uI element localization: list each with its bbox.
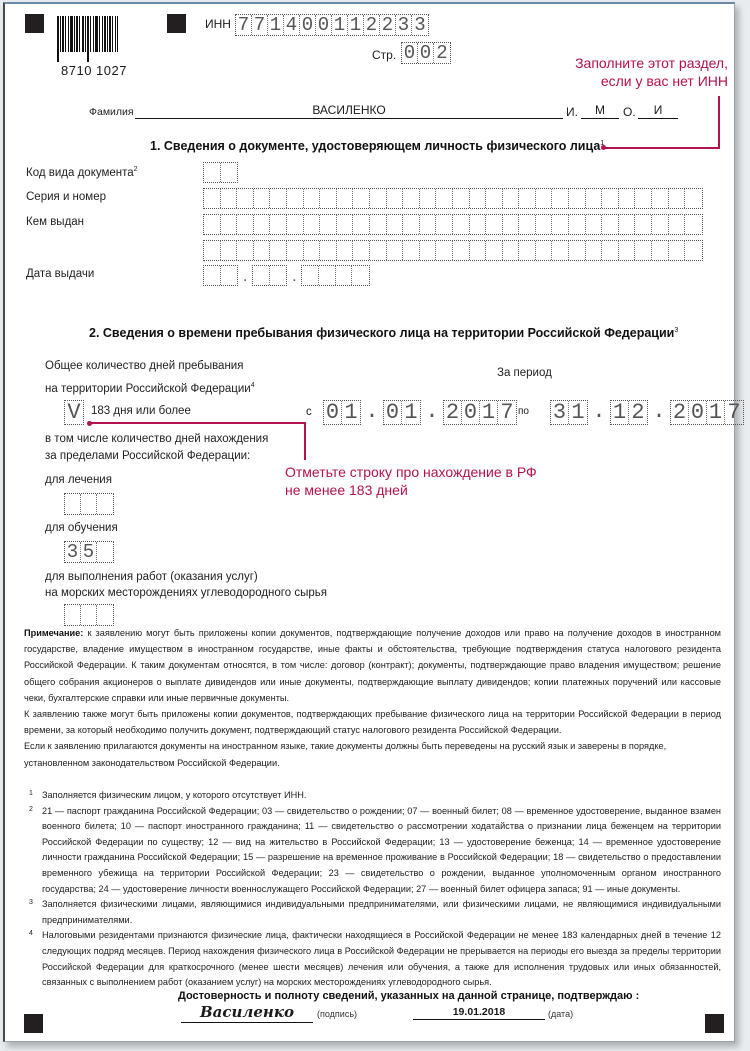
empty-cell (669, 215, 686, 234)
digit-cell (81, 494, 97, 514)
footnote-text: Заполняется физическими лицами, являющимися индивидуальными предпринимателями, или физическими лицами, не являющимися индивидуальными предпринимателями. (42, 899, 721, 925)
tax-form-page (3, 2, 741, 1042)
footnote-number: 2 (29, 805, 33, 813)
empty-cell (270, 215, 287, 234)
footnote-item (29, 928, 721, 990)
empty-cell (420, 215, 437, 234)
total-days-label: Общее количество дней пребывания на территории Российской Федерации$^4$ (45, 360, 255, 395)
outside-days-label: в том числе количество дней нахождения за пределами Российской Федерации: (45, 433, 269, 462)
digit-cell: 0 (402, 43, 418, 63)
section1-title: 1. Сведения о документе, удостоверяющем личность физического лица$^1$ (150, 139, 605, 153)
empty-cell (287, 241, 304, 260)
annotation2-connector-horizontal (89, 422, 306, 424)
barcode-bars (57, 16, 157, 52)
empty-cell (270, 189, 287, 208)
digit-cell: 0 (418, 43, 434, 63)
empty-cell (453, 189, 470, 208)
empty-cell (221, 215, 238, 234)
digit-cell (97, 542, 113, 562)
empty-cell (370, 241, 387, 260)
digit-cell: 1 (344, 400, 358, 425)
signature-field[interactable]: Василенко (181, 1003, 313, 1023)
footnote-number: 4 (29, 930, 33, 938)
empty-cell (204, 215, 221, 234)
empty-cell (353, 241, 370, 260)
empty-cell (652, 215, 669, 234)
empty-cell (652, 189, 669, 208)
empty-cell (204, 266, 221, 285)
empty-cell (370, 215, 387, 234)
barcode (57, 16, 157, 78)
digit-cell: 2 (671, 401, 689, 424)
empty-cell (453, 215, 470, 234)
digit-cell: 1 (480, 401, 498, 424)
empty-cell (287, 189, 304, 208)
empty-cell (387, 189, 404, 208)
confirmation-title: Достоверность и полноту сведений, указанных на данной странице, подтверждаю : (178, 990, 640, 1002)
empty-cell (336, 266, 353, 285)
empty-cell (602, 189, 619, 208)
from-label: с (306, 406, 312, 418)
empty-cell (254, 215, 271, 234)
to-label: по (518, 406, 529, 417)
empty-cell (221, 163, 238, 182)
treatment-days-field[interactable] (64, 493, 114, 519)
empty-cell (586, 215, 603, 234)
empty-cell (470, 189, 487, 208)
empty-cell (237, 189, 254, 208)
empty-cell (253, 266, 270, 285)
empty-cell (221, 266, 238, 285)
issued-by-label: Кем выдан (26, 216, 85, 228)
empty-cell (436, 215, 453, 234)
annotation-183-days-line2: не менее 183 дней (285, 482, 408, 498)
period-label: За период (497, 367, 552, 379)
digit-cell: 3 (65, 542, 81, 562)
empty-cell (370, 189, 387, 208)
empty-cell (569, 241, 586, 260)
empty-cell (519, 215, 536, 234)
digit-cell: 4 (284, 15, 300, 35)
digit-cell: 3 (551, 401, 569, 424)
empty-cell (420, 241, 437, 260)
inn-field[interactable] (235, 14, 429, 36)
empty-cell (685, 189, 702, 208)
offshore-label: для выполнения работ (оказания услуг) на морских месторождениях углеводородного сырья (45, 571, 327, 599)
empty-cell (387, 215, 404, 234)
empty-cell (204, 189, 221, 208)
empty-cell (353, 189, 370, 208)
empty-cell (237, 215, 254, 234)
period-from-date-field[interactable]: 0 1 . 0 1 . 2 0 1 7 (323, 400, 517, 425)
empty-cell (254, 241, 271, 260)
empty-cell (436, 241, 453, 260)
footnote-text: 21 — паспорт гражданина Российской Федерации; 03 — свидетельство о рождении; 07 — военный билет; 08 — временное удостоверение, выданное взамен военного билета; 10 — паспорт иностранного гражданина; 11 — свидетельство о рассмотрении ходатайства о признании лица беженцем на территории Российской Федерации по существу; 12 — вид на жительство в Российской Федерации; 13 — удостоверение беженца; 14 — временное удостоверение личности гражданина Российской Федерации; 15 — разрешение на временное проживание в Российской Федерации; 18 — свидетельство о предоставлении временного убежища на территории Российской Федерации; 23 — свидетельство о рождении, выданное уполномоченным органом иностранного государства; 24 — удостоверение личности военнослужащего Российской Федерации; 27 — военный билет офицера запаса; 91 — иные документы. (42, 805, 721, 894)
empty-cell (586, 189, 603, 208)
empty-cell (685, 215, 702, 234)
date-field[interactable]: 19.01.2018 (413, 1005, 545, 1020)
name-initial-label: И. (566, 105, 578, 119)
empty-cell (221, 189, 238, 208)
empty-cell (436, 189, 453, 208)
patronymic-initial-field[interactable]: И (638, 103, 678, 119)
footnote-item (29, 897, 721, 928)
annotation-183-days (285, 463, 537, 499)
footnote-item (29, 788, 721, 804)
annotation2-connector-vertical (304, 422, 306, 460)
digit-cell: 1 (571, 400, 585, 425)
digit-cell (97, 605, 113, 625)
empty-cell (337, 241, 354, 260)
digit-cell (81, 605, 97, 625)
empty-cell (204, 241, 221, 260)
issue-date-label: Дата выдачи (26, 268, 95, 280)
empty-cell (552, 189, 569, 208)
empty-cell (320, 241, 337, 260)
digit-cell: 1 (707, 401, 725, 424)
series-number-label: Серия и номер (26, 191, 107, 203)
empty-cell (304, 241, 321, 260)
study-days-field[interactable] (64, 541, 114, 563)
digit-cell: 1 (348, 15, 364, 35)
series-number-field[interactable] (203, 188, 703, 213)
resident-183-checkbox[interactable]: V (64, 400, 84, 425)
empty-cell (470, 241, 487, 260)
empty-cell (619, 189, 636, 208)
digit-cell: 2 (444, 401, 462, 424)
alignment-marker-bottom-right (705, 1014, 724, 1033)
empty-cell (635, 189, 652, 208)
treatment-label: для лечения (45, 474, 112, 486)
issued-by-field-line2[interactable] (203, 240, 703, 265)
digit-cell: 7 (727, 400, 741, 425)
patronymic-initial-label: О. (623, 105, 636, 119)
note-paragraph-3: Если к заявлению прилагаются документы на иностранном языке, такие документы должны быть переведены на русский язык и заверены в порядке, установленном законодательством Российской Федерации. (24, 741, 667, 768)
page-label: Стр. (372, 48, 397, 62)
digit-cell: 7 (236, 15, 252, 35)
empty-cell (503, 215, 520, 234)
empty-cell (353, 215, 370, 234)
period-to-date-field[interactable]: 3 1 . 1 2 . 2 0 1 7 (550, 400, 744, 425)
doc-code-field[interactable] (203, 162, 238, 187)
empty-cell (287, 215, 304, 234)
empty-cell (320, 215, 337, 234)
digit-cell: 7 (500, 400, 514, 425)
digit-cell: 3 (396, 15, 412, 35)
empty-cell (669, 241, 686, 260)
footnote-number: 3 (29, 899, 33, 907)
digit-cell: 1 (611, 401, 629, 424)
annotation-no-inn-line2: если у вас нет ИНН (600, 73, 728, 89)
empty-cell (519, 241, 536, 260)
digit-cell (65, 494, 81, 514)
digit-cell: 0 (462, 401, 480, 424)
empty-cell (503, 241, 520, 260)
note-paragraph-2: К заявлению также могут быть приложены копии документов, подтверждающих пребывание физического лица на территории Российской Федерации в период времени, за который необходимо получить документ, подтверждающий статус налогового резидента Российской Федерации. (24, 709, 721, 736)
annotation-connector-horizontal (603, 147, 720, 149)
study-label: для обучения (45, 522, 118, 534)
issue-date-field[interactable]: . . (203, 265, 370, 286)
annotation-connector-vertical (718, 96, 720, 148)
empty-cell (536, 241, 553, 260)
annotation-183-days-line1: Отметьте строку про нахождение в РФ (285, 464, 537, 480)
empty-cell (237, 241, 254, 260)
empty-cell (337, 215, 354, 234)
date-caption: (дата) (548, 1009, 574, 1019)
alignment-marker-top-middle (167, 14, 186, 33)
empty-cell (486, 189, 503, 208)
footnote-item (29, 804, 721, 898)
empty-cell (652, 241, 669, 260)
empty-cell (221, 241, 238, 260)
digit-cell: 1 (268, 15, 284, 35)
digit-cell: 0 (324, 401, 342, 424)
empty-cell (569, 215, 586, 234)
alignment-marker-top-left (25, 14, 44, 33)
empty-cell (536, 215, 553, 234)
empty-cell (420, 189, 437, 208)
empty-cell (319, 266, 336, 285)
empty-cell (669, 189, 686, 208)
empty-cell (204, 163, 221, 182)
empty-cell (519, 189, 536, 208)
empty-cell (302, 266, 319, 285)
digit-cell: 7 (252, 15, 268, 35)
resident-183-label: 183 дня или более (91, 405, 191, 417)
empty-cell (536, 189, 553, 208)
digit-cell: 2 (631, 400, 645, 425)
digit-cell (65, 605, 81, 625)
digit-cell: 5 (81, 542, 97, 562)
page-number-field[interactable] (401, 42, 451, 64)
digit-cell: 0 (689, 401, 707, 424)
footnotes (29, 788, 721, 991)
empty-cell (486, 241, 503, 260)
alignment-marker-bottom-left (24, 1014, 43, 1033)
section2-title: 2. Сведения о времени пребывания физического лица на территории Российской Федерации$^3$ (89, 326, 679, 340)
empty-cell (403, 215, 420, 234)
footnote-text: Налоговыми резидентами признаются физические лица, фактически находящиеся в Российской Федерации не менее 183 календарных дней в течение 12 следующих подряд месяцев. Период нахождения физического лица в Российской Федерации не прерывается на периоды его выезда за пределы территории Российской Федерации для краткосрочного (менее шести месяцев) лечения или обучения, а также для исполнения трудовых или иных обязанностей, связанных с выполнением работ (оказанием услуг) на морских месторождениях углеводородного сырья. (42, 930, 721, 988)
barcode-number: 8710 1027 (61, 63, 127, 78)
annotation-no-inn-line1: Заполните этот раздел, (575, 55, 728, 71)
empty-cell (602, 215, 619, 234)
note-block (24, 625, 721, 771)
empty-cell (387, 241, 404, 260)
digit-cell: 1 (404, 400, 418, 425)
empty-cell (635, 215, 652, 234)
empty-cell (552, 215, 569, 234)
note-paragraph-1: Примечание: к заявлению могут быть приложены копии документов, подтверждающие получение доходов или право на получение доходов в иностранном государстве, владение имуществом в иностранном государстве, иные факты и обстоятельства, требующие подтверждения статуса налогового резидента Российской Федерации. К таким документам относятся, в том числе: договор (контракт); документы, подтверждающие право владения имуществом; решение общего собрания акционеров о выплате дивидендов или иные документы, подтверждающие выплату дивидендов; копии платежных поручений или кассовые чеки, бухгалтерские справки или иные первичные документы. (24, 628, 721, 703)
issued-by-field-line1[interactable] (203, 214, 703, 239)
empty-cell (320, 189, 337, 208)
empty-cell (453, 241, 470, 260)
digit-cell: 3 (414, 14, 426, 36)
digit-cell: 2 (380, 15, 396, 35)
signature-caption: (подпись) (317, 1009, 358, 1019)
surname-field[interactable]: ВАСИЛЕНКО (135, 103, 563, 119)
empty-cell (552, 241, 569, 260)
footnote-text: Заполняется физическим лицом, у которого отсутствует ИНН. (42, 790, 307, 800)
digit-cell: 0 (384, 401, 402, 424)
footnote-number: 1 (29, 790, 33, 797)
empty-cell (569, 189, 586, 208)
surname-label: Фамилия (89, 106, 134, 118)
empty-cell (685, 241, 702, 260)
inn-label: ИНН (205, 17, 231, 31)
empty-cell (352, 266, 369, 285)
empty-cell (403, 189, 420, 208)
digit-cell (97, 494, 113, 514)
empty-cell (486, 215, 503, 234)
empty-cell (270, 266, 287, 285)
empty-cell (304, 215, 321, 234)
digit-cell: 1 (332, 15, 348, 35)
digit-cell: 2 (436, 42, 448, 64)
empty-cell (304, 189, 321, 208)
empty-cell (503, 189, 520, 208)
empty-cell (403, 241, 420, 260)
barcode-bar (118, 16, 120, 62)
empty-cell (602, 241, 619, 260)
empty-cell (337, 189, 354, 208)
empty-cell (254, 189, 271, 208)
digit-cell: 0 (316, 15, 332, 35)
empty-cell (586, 241, 603, 260)
empty-cell (270, 241, 287, 260)
empty-cell (619, 215, 636, 234)
empty-cell (470, 215, 487, 234)
empty-cell (619, 241, 636, 260)
annotation-no-inn (575, 54, 728, 90)
digit-cell: 0 (300, 15, 316, 35)
digit-cell: 2 (364, 15, 380, 35)
empty-cell (635, 241, 652, 260)
doc-code-label: Код вида документа$^2$ (26, 166, 138, 179)
name-initial-field[interactable]: М (581, 103, 619, 119)
